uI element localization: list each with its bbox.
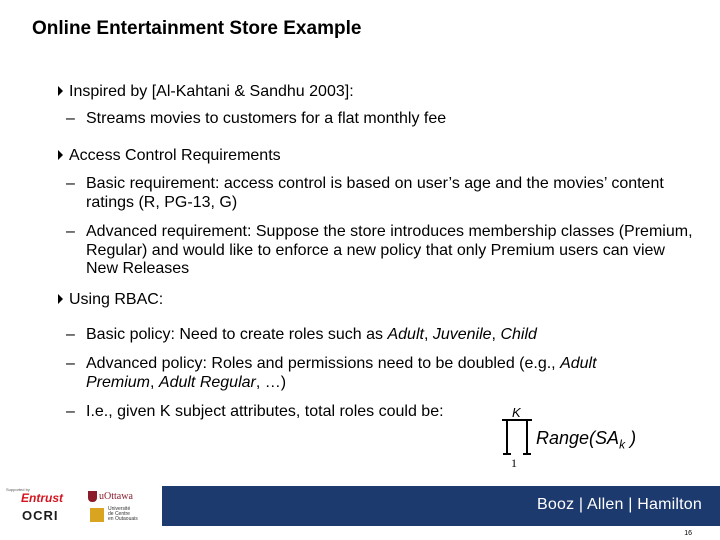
sub-bullet-text: Basic requirement: access control is based on user’s age and the movies’ content ratings (R, PG-13, G) xyxy=(86,175,664,211)
bullet-text: Inspired by [Al-Kahtani & Sandhu 2003]: xyxy=(69,83,354,100)
sub-bullet-advanced-policy: – Advanced policy: Roles and permissions need to be doubled (e.g., Adult Premium, Adult Regular, …) xyxy=(66,355,666,392)
role-child: Child xyxy=(500,326,537,343)
bullet-arrow-icon xyxy=(58,294,63,304)
role-juvenile: Juvenile xyxy=(432,326,492,343)
bullet-text: Using RBAC: xyxy=(69,291,164,308)
page-number: 16 xyxy=(684,530,692,537)
entrust-logo: Entrust xyxy=(21,491,63,505)
slide-title: Online Entertainment Store Example xyxy=(32,18,362,39)
sub-bullet-text: Streams movies to customers for a flat monthly fee xyxy=(86,110,447,127)
bullet-inspired xyxy=(58,82,354,101)
uqo-logo-text: Université de Centre en Outaouais xyxy=(108,506,138,522)
bullet-using-rbac xyxy=(58,290,163,309)
sponsor-logos xyxy=(0,486,163,526)
sub-bullet-advanced-requirement: – Advanced requirement: Suppose the store introduces membership classes (Premium, Regular) and would like to enforce a new policy that only Premium users can view New Releases xyxy=(66,223,696,279)
bullet-arrow-icon xyxy=(58,150,63,160)
role-adult-premium: Adult Premium xyxy=(86,355,597,391)
sub-bullet-text: Advanced requirement: Suppose the store introduces membership classes (Premium, Regular) and would like to enforce a new policy that only Premium users can view New Releases xyxy=(86,223,693,277)
booz-allen-hamilton-logo: Booz | Allen | Hamilton xyxy=(537,496,702,513)
sub-bullet-text: Basic policy: Need to create roles such as Adult, Juvenile, Child xyxy=(86,326,537,343)
role-adult-regular: Adult Regular xyxy=(158,373,256,391)
role-adult: Adult xyxy=(387,326,424,343)
formula-lower-limit: 1 xyxy=(511,456,517,470)
sub-bullet-streams: – Streams movies to customers for a flat monthly fee xyxy=(66,110,706,129)
formula-range-expression: $Range(SA_k$ ) xyxy=(536,428,637,452)
sub-bullet-basic-policy: – Basic policy: Need to create roles such as Adult, Juvenile, Child xyxy=(66,326,706,345)
sub-bullet-text: Advanced policy: Roles and permissions need to be doubled (e.g., Adult Premium, Adult Regular, …) xyxy=(86,355,597,391)
uqo-emblem-icon xyxy=(90,508,104,522)
uottawa-logo: uOttawa xyxy=(99,491,133,502)
uottawa-shield-icon xyxy=(88,491,97,502)
sub-bullet-text: I.e., given K subject attributes, total roles could be: xyxy=(86,403,444,420)
bullet-text: Access Control Requirements xyxy=(69,147,281,164)
bullet-arrow-icon xyxy=(58,86,63,96)
sub-bullet-total-roles: – I.e., given K subject attributes, total roles could be: xyxy=(66,403,496,422)
footer-bar xyxy=(0,486,720,526)
sub-bullet-basic-requirement: – Basic requirement: access control is based on user’s age and the movies’ content ratings (R, PG-13, G) xyxy=(66,175,696,212)
bullet-access-control xyxy=(58,146,281,165)
supported-by-label: Supported by xyxy=(6,487,30,492)
formula-upper-limit: K xyxy=(512,405,521,420)
product-formula xyxy=(500,404,670,474)
product-symbol-icon xyxy=(500,418,534,456)
ocri-logo: OCRI xyxy=(22,508,59,523)
